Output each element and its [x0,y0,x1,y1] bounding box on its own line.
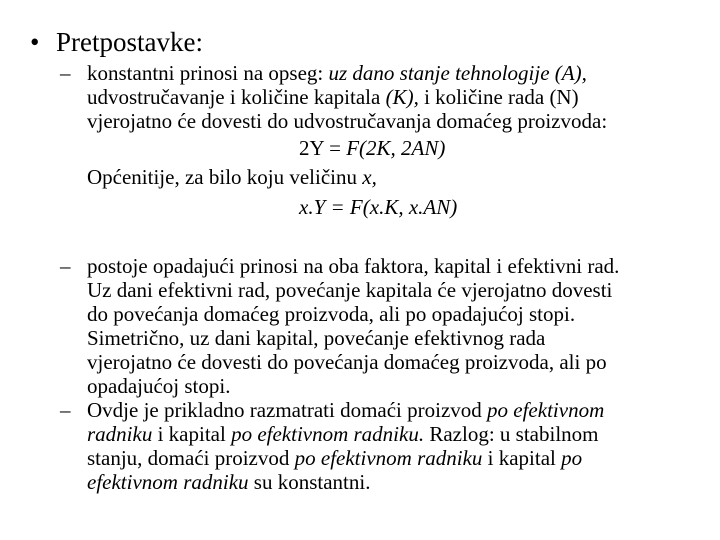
text: udvostručavanje i količine kapitala [87,85,386,109]
equation-2 [299,195,457,219]
text: su konstantni. [248,470,371,494]
italic-text: po efektivnom [487,398,605,422]
text-line [87,398,604,422]
text-line [87,85,579,109]
italic-text: efektivnom radniku [87,470,249,494]
text-line [87,165,377,189]
text: i kapital [482,446,562,470]
italic-text: uz dano stanje tehnologije (A), [328,61,587,85]
text: vjerojatno će dovesti do udvostručavanja domaćeg proizvoda: [87,109,608,133]
equation-1 [299,136,445,160]
text-line [87,470,370,494]
text: stanju, domaći proizvod [87,446,295,470]
italic-text: (K), [385,85,419,109]
dash-icon: – [60,398,71,422]
dash-icon: – [60,61,71,85]
text-line: Simetrično, uz dani kapital, povećanje efektivnog rada [87,326,546,350]
heading-text: Pretpostavke: [56,27,203,57]
text-line [87,422,599,446]
text-line: vjerojatno će dovesti do povećanja domaćeg proizvoda, ali po [87,350,607,374]
italic-text: po efektivnom radniku [294,446,483,470]
italic-text: F(2K, 2AN) [346,136,446,160]
italic-text: x, [362,165,377,189]
italic-text: x.Y = F(x.K, x.AN) [299,195,458,219]
text: Razlog: u stabilnom [424,422,599,446]
italic-text: po efektivnom radniku. [231,422,425,446]
heading [30,26,203,58]
text-line: do povećanja domaćeg proizvoda, ali po opadajućoj stopi. [87,302,576,326]
text-line [87,446,582,470]
text: Općenitije, za bilo koju veličinu [87,165,363,189]
text: 2Y = [299,136,347,160]
text: konstantni prinosi na opseg: [87,61,329,85]
italic-text: po [561,446,583,470]
bullet-icon: • [30,27,40,57]
text: i kapital [152,422,232,446]
text-line: Uz dani efektivni rad, povećanje kapitala će vjerojatno dovesti [87,278,613,302]
text-line [87,61,587,85]
text-line: opadajućoj stopi. [87,374,231,398]
text-line: postoje opadajući prinosi na oba faktora, kapital i efektivni rad. [87,254,620,278]
text: i količine rada (N) [418,85,579,109]
italic-text: radniku [87,422,153,446]
dash-icon: – [60,254,71,278]
text: Ovdje je prikladno razmatrati domaći proizvod [87,398,488,422]
text-line [87,109,607,133]
